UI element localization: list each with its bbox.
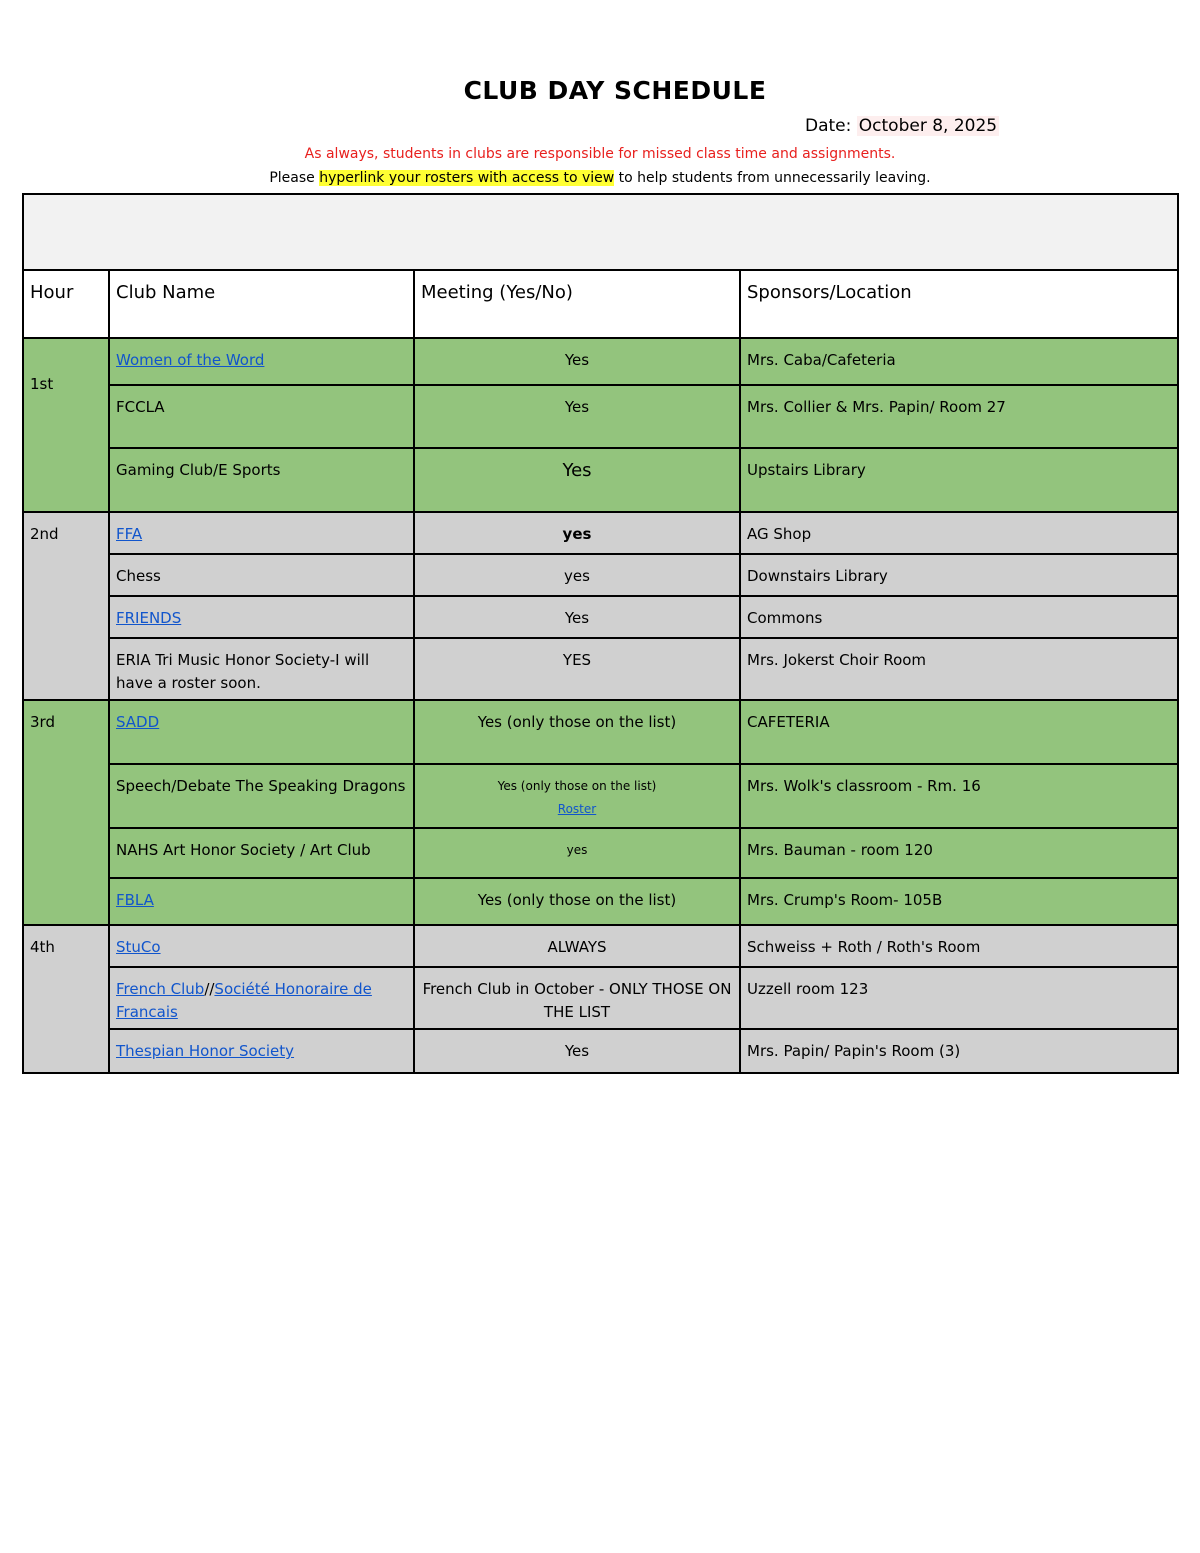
club-link[interactable]: FBLA xyxy=(116,891,154,909)
club-link[interactable]: SADD xyxy=(116,713,160,731)
club-cell: Speech/Debate The Speaking Dragons xyxy=(109,764,414,828)
sponsor-cell: Mrs. Crump's Room- 105B xyxy=(740,878,1178,925)
hour-cell: 2nd xyxy=(23,512,109,700)
sponsor-cell: Schweiss + Roth / Roth's Room xyxy=(740,925,1178,967)
table-row xyxy=(23,1029,1178,1073)
schedule-table xyxy=(22,193,1179,1074)
header-row xyxy=(23,270,1178,338)
meeting-cell: Yes xyxy=(414,596,740,638)
date-value: October 8, 2025 xyxy=(858,116,998,136)
club-link[interactable]: FRIENDS xyxy=(116,609,182,627)
meeting-text: Yes (only those on the list) xyxy=(497,779,657,793)
sponsor-cell: Mrs. Collier & Mrs. Papin/ Room 27 xyxy=(740,385,1178,448)
meeting-cell: YES xyxy=(414,638,740,700)
sponsor-cell: AG Shop xyxy=(740,512,1178,554)
club-cell: Gaming Club/E Sports xyxy=(109,448,414,512)
hour-cell: 3rd xyxy=(23,700,109,925)
date-label: Date: xyxy=(805,116,852,136)
table-row xyxy=(23,925,1178,967)
sponsor-cell: Mrs. Wolk's classroom - Rm. 16 xyxy=(740,764,1178,828)
club-link[interactable]: StuCo xyxy=(116,938,161,956)
sponsor-cell: Uzzell room 123 xyxy=(740,967,1178,1029)
sponsor-cell: Commons xyxy=(740,596,1178,638)
table-row xyxy=(23,878,1178,925)
hour-cell: 4th xyxy=(23,925,109,1073)
instruction-highlight: hyperlink your rosters with access to view xyxy=(319,170,615,186)
meeting-cell: French Club in October - ONLY THOSE ON THE LIST xyxy=(414,967,740,1029)
meeting-cell: Yes (only those on the list) xyxy=(414,700,740,764)
date-line xyxy=(805,116,999,136)
roster-link[interactable]: Roster xyxy=(557,802,597,816)
roster-instruction xyxy=(0,170,1200,186)
sponsor-cell: Downstairs Library xyxy=(740,554,1178,596)
table-row xyxy=(23,448,1178,512)
table-row xyxy=(23,554,1178,596)
instruction-before: Please xyxy=(269,170,320,186)
sponsor-cell: Mrs. Caba/Cafeteria xyxy=(740,338,1178,385)
club-cell: ERIA Tri Music Honor Society-I will have a roster soon. xyxy=(109,638,414,700)
sponsor-cell: Mrs. Papin/ Papin's Room (3) xyxy=(740,1029,1178,1073)
missed-class-notice: As always, students in clubs are responsible for missed class time and assignments. xyxy=(304,146,896,162)
meeting-cell: yes xyxy=(414,828,740,878)
club-link[interactable]: FFA xyxy=(116,525,143,543)
club-cell xyxy=(109,967,414,1029)
header-club: Club Name xyxy=(109,270,414,338)
table-row xyxy=(23,828,1178,878)
header-hour: Hour xyxy=(23,270,109,338)
table-row xyxy=(23,385,1178,448)
table-row xyxy=(23,338,1178,385)
meeting-cell: Yes (only those on the list) xyxy=(414,878,740,925)
club-link[interactable]: French Club xyxy=(116,980,205,998)
club-cell: Chess xyxy=(109,554,414,596)
club-link[interactable]: Women of the Word xyxy=(116,351,265,369)
table-row xyxy=(23,700,1178,764)
blank-banner-row xyxy=(23,194,1178,270)
table-row xyxy=(23,764,1178,828)
sponsor-cell: CAFETERIA xyxy=(740,700,1178,764)
header-meeting: Meeting (Yes/No) xyxy=(414,270,740,338)
instruction-after: to help students from unnecessarily leaving. xyxy=(614,170,931,186)
club-link[interactable]: Société Honoraire de Francais xyxy=(116,980,372,1021)
blank-banner-cell xyxy=(23,194,1178,270)
sponsor-cell: Mrs. Bauman - room 120 xyxy=(740,828,1178,878)
club-cell: NAHS Art Honor Society / Art Club xyxy=(109,828,414,878)
sponsor-cell: Mrs. Jokerst Choir Room xyxy=(740,638,1178,700)
club-link[interactable]: Thespian Honor Society xyxy=(116,1042,295,1060)
table-row xyxy=(23,638,1178,700)
meeting-cell: ALWAYS xyxy=(414,925,740,967)
meeting-cell: Yes xyxy=(414,1029,740,1073)
table-row xyxy=(23,596,1178,638)
page-title: CLUB DAY SCHEDULE xyxy=(463,76,767,105)
meeting-cell: Yes xyxy=(414,448,740,512)
hour-cell: 1st xyxy=(23,338,109,512)
meeting-cell: Yes xyxy=(414,338,740,385)
meeting-cell xyxy=(414,764,740,828)
club-cell: FCCLA xyxy=(109,385,414,448)
club-separator: // xyxy=(204,980,215,998)
table-row xyxy=(23,512,1178,554)
table-row xyxy=(23,967,1178,1029)
meeting-cell: Yes xyxy=(414,385,740,448)
sponsor-cell: Upstairs Library xyxy=(740,448,1178,512)
meeting-cell: yes xyxy=(414,554,740,596)
header-sponsor: Sponsors/Location xyxy=(740,270,1178,338)
meeting-cell: yes xyxy=(414,512,740,554)
